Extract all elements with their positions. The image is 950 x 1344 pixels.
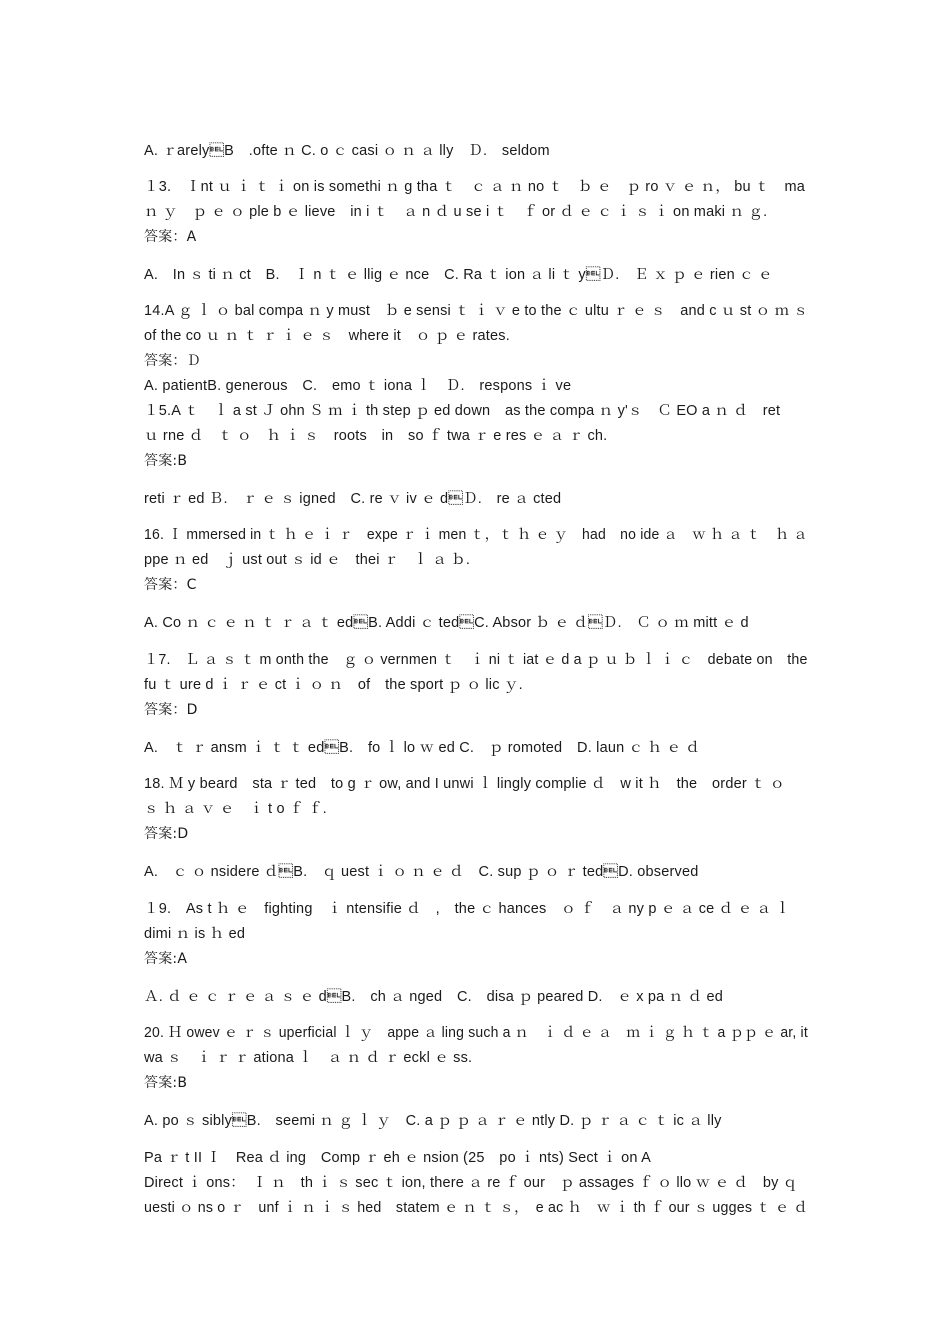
directions-line2: uesti ｏ ns o ｒ unf ｉ ｎ ｉ ｓ hed statem ｅ ｎ ｔ ｓ， e ac ｈ ｗ ｉ th ｆ our ｓ ugges ｔ ｅ ｄ [144, 1200, 808, 1216]
q20-text-line1: 20. Ｈ owev ｅ ｒ ｓ uperficial ｌ ｙ appe ａ ling such a ｎ ｉ ｄ ｅ ａ ｍ ｉ ｇ ｈ ｔ a ｐｐ ｅ ar, it [144, 1025, 808, 1041]
q14-text-line1: 14.A ｇ ｌ ｏ bal compa ｎ y must ｂ e sensi ｔ ｉ ｖ e to the ｃ ultu ｒ ｅ ｓ and c ｕ st ｏ ｍ ｓ [144, 303, 809, 319]
q16-answer: 答案：C [144, 577, 197, 593]
q13-text-line1: １3. Ｉnt ｕ ｉ ｔ ｉ on is somethi ｎ g tha ｔ ｃ ａ ｎ no ｔ ｂ ｅ ｐ ro ｖ ｅ ｎ， bu ｔ ma [144, 179, 805, 195]
q19-answer: 答案:A [144, 951, 188, 967]
q18-answer: 答案:D [144, 826, 189, 842]
q14-text-line2: of the co ｕ ｎ ｔ ｒ ｉ ｅ ｓ where it ｏ ｐ ｅ rates. [144, 328, 510, 344]
q15-answer: 答案:B [144, 453, 188, 469]
section-heading: Pa ｒ t II Ｉ Rea ｄ ing Comp ｒ eh ｅ nsion (25 po ｉ nts) Sect ｉ on A [144, 1150, 651, 1166]
q18-text-line2: ｓ ｈ ａ ｖ ｅ ｉ t o ｆ ｆ. [144, 801, 327, 817]
q20-answer: 答案:B [144, 1075, 188, 1091]
q13-answer: 答案：A [144, 229, 197, 245]
q17-text-line2: fu ｔ ure d ｉ ｒ ｅ ct ｉ ｏ ｎ of the sport ｐ ｏ lic ｙ. [144, 677, 523, 693]
q13-options: A. In ｓ ti ｎ ct B. Ｉ n ｔ ｅ llig ｅ nce C. Ra ｔ ion ａ li ｔ yＤ. Ｅ ｘ ｐ ｅ rien ｃ ｅ [144, 267, 773, 283]
q14-options: A. patientB. generous C. emo ｔ iona ｌ Ｄ. respons ｉ ve [144, 378, 572, 394]
q19-text-line1: １9. As t ｈ ｅ fighting ｉ ntensifie ｄ , the ｃ hances ｏ ｆ ａ ny p ｅ ａ ce ｄ ｅ ａ ｌ [144, 901, 791, 917]
q20-text-line2: wa ｓ ｉ ｒ ｒ ationa ｌ ａ ｎ ｄ ｒ eckl ｅ ss. [144, 1050, 473, 1066]
q16-options: A. Co ｎ ｃ ｅ ｎ ｔ ｒ ａ ｔ edB. Addi ｃ tedC. Absor ｂ ｅ ｄＤ. Ｃ ｏ ｍ mitt ｅ d [144, 615, 749, 631]
q19-options: Ａ. ｄ ｅ ｃ ｒ ｅ ａ ｓ ｅ dB. ch ａ nged C. disa ｐ peared D. ｅ x pa ｎ ｄ ed [144, 989, 724, 1005]
q18-text-line1: 18. Ｍ y beard sta ｒ ted to g ｒ ow, and I unwi ｌ lingly complie ｄ w it ｈ the order ｔ ｏ [144, 776, 785, 792]
q17-text-line1: １7. Ｌ ａ ｓ ｔ m onth the ｇ ｏ vernmen ｔ ｉ ni ｔ iat ｅ d a ｐ ｕ ｂ ｌ ｉ ｃ debate on the [144, 652, 808, 668]
q15-text-line1: １5.A ｔ ｌ a st Ｊ ohn Ｓ ｍ ｉ th step ｐ ed down as the compa ｎ y'ｓ Ｃ EO a ｎ ｄ ret [144, 403, 781, 419]
q16-text-line1: 16. Ｉ mmersed in ｔ ｈ ｅ ｉ ｒ expe ｒ ｉ men ｔ，ｔ ｈ ｅ ｙ had no ide ａ ｗ ｈ ａ ｔ ｈ ａ [144, 527, 808, 543]
q17-answer: 答案：D [144, 702, 198, 718]
q14-answer: 答案：Ｄ [144, 353, 201, 369]
q15-text-line2: ｕ rne ｄ ｔ ｏ ｈ ｉ ｓ roots in so ｆ twa ｒ e res ｅ ａ ｒ ch. [144, 428, 608, 444]
q16-text-line2: ppe ｎ ed ｊ ust out ｓ id ｅ thei ｒ ｌ ａ ｂ. [144, 552, 471, 568]
directions-line1: Direct ｉ ons： Ｉ ｎ th ｉ ｓ sec ｔ ion, there ａ re ｆ our ｐ assages ｆ ｏ llo ｗ ｅ ｄ by ｑ [144, 1175, 798, 1191]
q18-options: A. ｃ ｏ nsidere ｄB. ｑ uest ｉ ｏ ｎ ｅ ｄ C. sup ｐ ｏ ｒ tedD. observed [144, 864, 699, 880]
q19-text-line2: dimi ｎ is ｈ ed [144, 926, 246, 942]
q17-options: A. ｔ ｒ ansm ｉ ｔ ｔ edB. fo ｌ lo ｗ ed C. ｐ romoted D. laun ｃ ｈ ｅ ｄ [144, 740, 701, 756]
q15-options: reti ｒ ed Ｂ. ｒ ｅ ｓ igned C. re ｖ iv ｅ dＤ. re ａ cted [144, 491, 562, 507]
q20-options: A. po ｓ siblyB. seemi ｎ ｇ ｌ ｙ C. a ｐ ｐ ａ ｒ ｅ ntly D. ｐ ｒ ａ ｃ ｔ ic ａ lly [144, 1113, 722, 1129]
q12-options: A. ｒarelyB .ofte ｎ C. o ｃ casi ｏ ｎ ａ lly Ｄ. seldom [144, 143, 550, 159]
q13-text-line2: ｎ ｙ ｐ ｅ ｏ ple b ｅ lieve in i ｔ ａ n ｄ u se i ｔ ｆ or ｄ ｅ ｃ ｉ ｓ ｉ on maki ｎ ｇ. [144, 204, 768, 220]
